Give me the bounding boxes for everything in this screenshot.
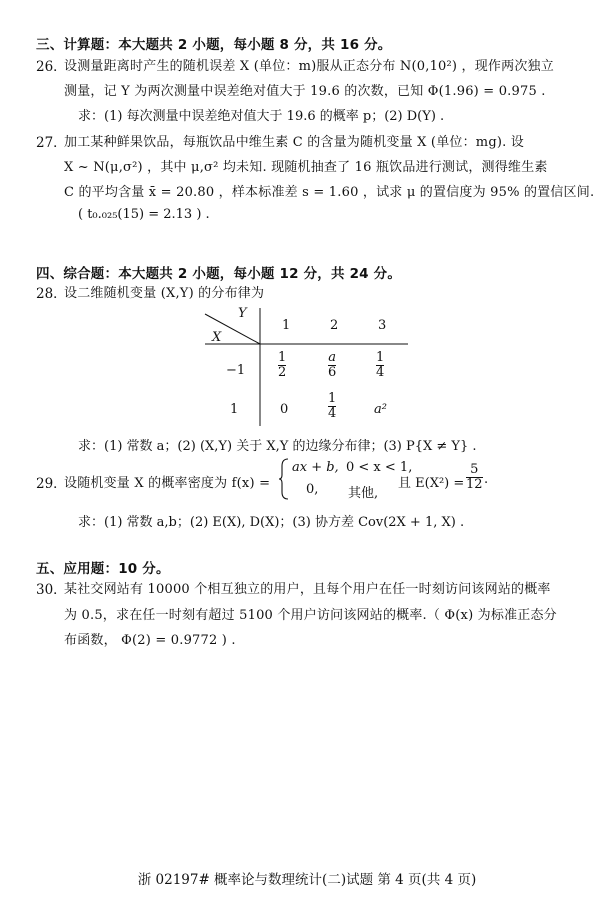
q28-number: 28．: [36, 286, 67, 302]
q29-case2-expr: 0,: [306, 482, 319, 497]
q29-fraction: 5 12: [466, 462, 483, 492]
q27-line-1: 加工某种鲜果饮品，每瓶饮品中维生素 C 的含量为随机变量 X (单位：mg). 设: [64, 135, 524, 150]
col-header-3: 3: [378, 318, 387, 333]
row-x-1: 1: [230, 402, 239, 417]
cell-r1-c2: a 6: [328, 350, 337, 380]
q26-line-1: 设测量距离时产生的随机误差 X (单位：m)服从正态分布 N(0,10²) ，现作两次独立: [64, 59, 554, 74]
table-corner-y: Y: [238, 306, 247, 321]
cell-r1-c3: 1 4: [376, 350, 385, 380]
section-5-heading: 五、应用题：10 分。: [36, 561, 170, 577]
cell-r2-c3: a²: [374, 402, 387, 417]
q27-number: 27．: [36, 135, 67, 151]
table-lines: [0, 308, 614, 433]
cell-r2-c1: 0: [280, 402, 289, 417]
row-x-minus1: −1: [226, 363, 246, 378]
q27-line-4: ( t₀.₀₂₅(15) = 2.13 ) .: [78, 207, 210, 222]
q30-number: 30．: [36, 582, 67, 598]
q30-line-1: 某社交网站有 10000 个相互独立的用户，且每个用户在任一时刻访问该网站的概率: [64, 582, 551, 597]
q26-line-2: 测量，记 Y 为两次测量中误差绝对值大于 19.6 的次数，已知 Φ(1.96) = 0.975 .: [64, 84, 546, 99]
col-header-1: 1: [282, 318, 291, 333]
brace-icon: [278, 458, 290, 500]
col-header-2: 2: [330, 318, 339, 333]
cell-r2-c2: 1 4: [328, 391, 337, 421]
q26-line-3: 求：(1) 每次测量中误差绝对值大于 19.6 的概率 p；(2) D(Y) .: [78, 109, 445, 124]
cell-r1-c1: 1 2: [278, 350, 287, 380]
q27-line-2: X ~ N(μ,σ²) ，其中 μ,σ² 均未知. 现随机抽查了 16 瓶饮品进行测试，测得维生素: [64, 160, 548, 175]
table-corner-x: X: [212, 330, 222, 345]
q28-ask: 求：(1) 常数 a；(2) (X,Y) 关于 X,Y 的边缘分布律；(3) P{X ≠ Y} .: [78, 439, 477, 454]
q30-line-2: 为 0.5，求在任一时刻有超过 5100 个用户访问该网站的概率.（ Φ(x) 为标准正态分: [64, 608, 557, 623]
q27-line-3: C 的平均含量 x̄ = 20.80 ，样本标准差 s = 1.60 ，试求 μ 的置信度为 95% 的置信区间.: [64, 185, 595, 200]
q30-line-3: 布函数， Φ(2) = 0.9772 ) .: [64, 633, 236, 648]
q29-number: 29．: [36, 476, 67, 492]
q26-number: 26．: [36, 59, 67, 75]
q28-line-1: 设二维随机变量 (X,Y) 的分布律为: [64, 286, 265, 301]
q29-case1-expr: ax + b,: [292, 460, 339, 475]
q29-end: .: [484, 472, 489, 487]
section-3-heading: 三、计算题：本大题共 2 小题，每小题 8 分，共 16 分。: [36, 37, 392, 53]
q29-prefix: 设随机变量 X 的概率密度为 f(x) =: [64, 476, 271, 491]
q29-ask: 求：(1) 常数 a,b；(2) E(X), D(X)；(3) 协方差 Cov(2X + 1, X) .: [78, 515, 465, 530]
q29-suffix: 且 E(X²) =: [398, 476, 465, 491]
q29-case2-cond: 其他,: [348, 486, 379, 501]
page-footer: 浙 02197# 概率论与数理统计(二)试题 第 4 页(共 4 页): [137, 872, 477, 888]
section-4-heading: 四、综合题：本大题共 2 小题，每小题 12 分，共 24 分。: [36, 266, 402, 282]
q29-case1-cond: 0 < x < 1,: [346, 460, 413, 475]
